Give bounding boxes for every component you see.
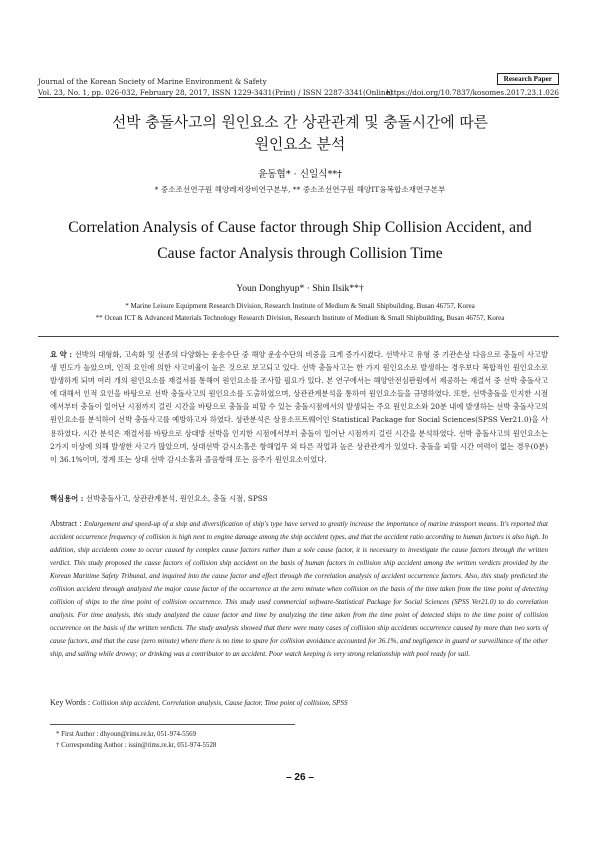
english-keywords-text: Collision ship accident, Correlation analysis, Cause factor, Time point of collision, SPSS — [92, 699, 348, 707]
korean-keywords-label: 핵심용어 : — [50, 494, 86, 503]
korean-affiliation: * 중소조선연구원 해양레저장비연구본부, ** 중소조선연구원 해양IT융복합소재연구본부 — [154, 185, 446, 194]
english-keywords-label: Key Words : — [50, 698, 93, 707]
english-abstract-text: Enlargement and speed-up of a ship and diversification of ship's type have served to greatly increase the importance of marine transport means. It's reported that accident occurrence frequency of collision is high next to engine damage among the ship accident types, and that the accident ratio according to human factors is also high. In addition, ship accidents come to occur caused by complex cause factors rather than a sole cause factor, it is necessary to investigate the cause factors through the written verdict. This study proposed the cause factors of collision ship accident on the basis of human factors in collision ship accident among the written verdicts provided by the Korean Maritime Safety Tribunal, and inquired into the cause factor and effect through the correlation analysis of accident occurrence factors. Also, this study predicted the collision accident through analyzed the major cause factor of the occurrence at the zero minute when collision on the basis of the time taken from the time point of detecting collision of ships to the time point of collision occurrence. This study used commercial software-Statistical Package for Social Sciences (SPSS Ver21.0) to do correlation analysis. For time analysis, this study analyzed the cause factor and time by analyzing the time taken from the time point of detected ships to the time point of collision occurrence on the basis of the written verdicts. The study analysis showed that there were many cases of collision ship accidents occurrence caused by more than two sorts of cause factors, and that the case (zero minute) where there is no time to spare for collision avoidance accounted for 36.1%, and negligence in guard or surveillance of the other ship, and sailing while drowsy; or drinking was a contributor to an accident. Poor watch keeping is very strong relationship with pool ready for sail. — [50, 520, 549, 658]
korean-abstract — [50, 348, 548, 466]
english-title-line-1: Correlation Analysis of Cause factor through Ship Collision Accident, and — [68, 219, 532, 236]
journal-name: Journal of the Korean Society of Marine Environment & Safety — [38, 77, 267, 86]
footnote-divider — [50, 724, 295, 725]
english-keywords — [50, 698, 550, 707]
header-divider — [38, 97, 559, 98]
korean-title-line-1: 선박 충돌사고의 원인요소 간 상관관계 및 충돌시간에 따른 — [112, 114, 488, 131]
korean-title-line-2: 원인요소 분석 — [254, 136, 346, 153]
korean-authors: 윤동협* · 신일식**† — [258, 169, 342, 180]
research-paper-badge: Research Paper — [497, 73, 559, 85]
english-title-line-2: Cause factor Analysis through Collision Time — [157, 245, 443, 262]
volume-info: Vol. 23, No. 1, pp. 026-032, February 28, 2017, ISSN 1229-3431(Print) / ISSN 2287-3341(Online) — [38, 88, 393, 97]
korean-title — [40, 112, 560, 156]
korean-keywords — [50, 494, 550, 504]
english-abstract-label: Abstract : — [50, 519, 85, 528]
english-affiliation-1: * Marine Leisure Equipment Research Division, Research Institute of Medium & Small Shipbuilding, Busan 46757, Korea — [125, 302, 475, 310]
page-number: – 26 – — [286, 772, 314, 783]
corresponding-author-footnote: † Corresponding Author : issin@rims.re.kr, 051-974-5528 — [56, 742, 217, 749]
korean-keywords-text: 선박충돌사고, 상관관계분석, 원인요소, 충돌 시점, SPSS — [85, 494, 268, 503]
english-affiliation-2: ** Ocean ICT & Advanced Materials Technology Research Division, Research Institute of Medium & Small Shipbuilding, Busan 46757, Korea — [95, 314, 505, 322]
korean-abstract-label: 요 약 : — [50, 350, 75, 359]
english-title — [40, 215, 560, 267]
english-authors: Youn Donghyup* · Shin Ilsik**† — [236, 283, 364, 294]
affiliation-divider — [38, 336, 559, 337]
english-abstract — [50, 517, 548, 661]
korean-abstract-text: 선박의 대형화, 고속화 및 선종의 다양화는 운송수단 중 해양 운송수단의 비중을 크게 증가시켰다. 선박사고 유형 중 기관손상 다음으로 충돌이 사고발생 빈도가 높았으며, 인적 요인에 의한 사고비율이 높은 것으로 보고되고 있다. 선박 충돌사고는 한 가지 원인요소로 발생하는 경우보다 복합적인 원인요소로 발생하게 되며 여러 개의 원인요소를 재결서를 통해여 원인요소를 조사할 필요가 있다. 본 연구에서는 해양안전심판원에서 제공하는 재결서 중 선박 충돌사고에 대해서 인적 요인을 바탕으로 선박 충돌사고의 원인요소를 도출하였으며, 상관관계분석을 통하여 원인요소들을 규명하였다. 또한, 선박충돌을 인지한 시점에서부터 충돌이 일어난 시점까지 걸린 시간을 바탕으로 충돌을 피할 수 있는 충돌시점에서의 발생되는 주요 원인요소와 20분 내에 발생하는 선박 충돌사고의 원인요소를 분석하여 선박 충돌사고를 예방하고자 하였다. 상관분석은 상용소프트웨어인 Statistical Package for Social Sciences(SPSS Ver21.0)을 사용하였다. 시간 분석은 재결서를 바탕으로 상대방 선박을 인지한 시점에서부터 충돌이 일어난 시점까지 걸린 시간을 분석하였다. 선박 충돌사고의 원인요소는 2가지 이상에 의해 발생한 사고가 많았으며, 상대선박 감시소홀은 항해업무 외 타른 작업과 높은 상관관계가 있었다. 충돌을 피할 시간 여력이 없는 경우(0분)이 36.1%이며, 경계 또는 상대 선박 감시소홀과 졸음항해 또는 음주가 원인요소이었다. — [50, 350, 548, 464]
doi-link[interactable]: https://doi.org/10.7837/kosomes.2017.23.1.026 — [386, 88, 559, 97]
first-author-footnote: * First Author : dhyoun@rims.re.kr, 051-974-5569 — [56, 731, 197, 738]
